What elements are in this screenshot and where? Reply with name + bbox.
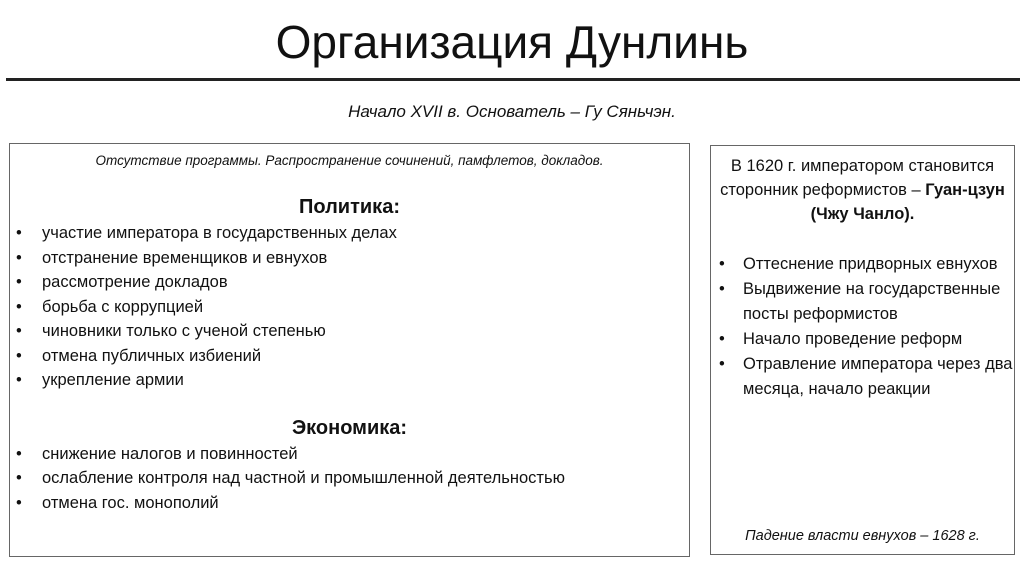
list-item: • рассмотрение докладов [10,270,689,295]
reform-lead-text: В 1620 г. императором становится сторонник реформистов – [720,157,995,199]
program-lead: Отсутствие программы. Распространение сочинений, памфлетов, докладов. [95,153,604,168]
reform-list [711,252,1014,402]
slide-subtitle: Начало XVII в. Основатель – Гу Сяньчэн. [348,102,676,121]
list-item: • ослабление контроля над частной и промышленной деятельностью [10,466,689,491]
list-item: • борьба с коррупцией [10,295,689,320]
slide-title: Организация Дунлинь [275,16,749,68]
economy-heading: Экономика: [291,416,408,439]
politics-heading: Политика: [299,196,400,218]
list-item: • снижение налогов и повинностей [10,442,689,467]
list-item: • участие императора в государственных делах [10,221,689,246]
title-divider [6,78,1020,81]
list-item: • отстранение временщиков и евнухов [10,246,689,271]
program-box [9,143,690,557]
list-item: • отмена публичных избиений [10,344,689,369]
reform-lead [711,154,1014,226]
economy-list [10,442,689,516]
list-item: • Оттеснение придворных евнухов [711,252,1014,277]
list-item: • чиновники только с ученой степенью [10,319,689,344]
reform-footer: Падение власти евнухов – 1628 г. [745,528,980,544]
politics-list [10,221,689,393]
reform-box [710,145,1015,555]
emperor-name: Гуан-цзун (Чжу Чанло). [810,181,1005,223]
list-item: • Отравление императора через два месяца, начало реакции [711,352,1014,402]
list-item: • отмена гос. монополий [10,491,689,516]
list-item: • Начало проведение реформ [711,327,1014,352]
list-item: • укрепление армии [10,368,689,393]
list-item: • Выдвижение на государственные посты реформистов [711,277,1014,327]
